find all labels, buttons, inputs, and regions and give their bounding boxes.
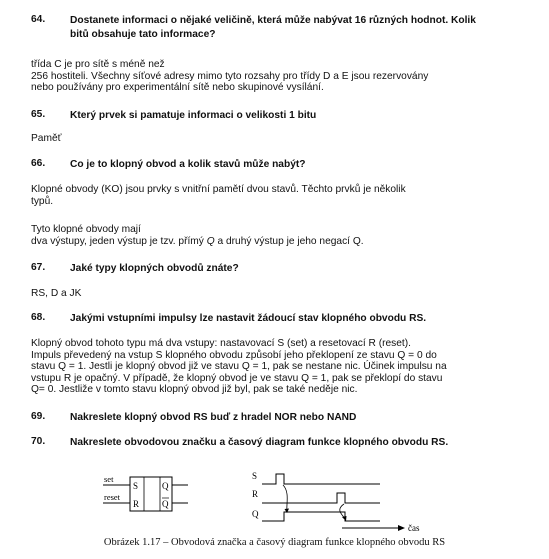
answer-line: Klopný obvod tohoto typu má dva vstupy: nastavovací S (set) a resetovací R (reset). [31,338,411,349]
answer-text: a druhý výstup je jeho negací Q. [214,235,364,247]
answer-text-italic: Q [206,235,215,247]
question-text: Jaké typy klopných obvodů znáte? [70,263,239,274]
question-text: Co je to klopný obvod a kolik stavů může nabýt? [70,159,306,170]
question-number: 64. [31,14,46,25]
figure-caption: Obrázek 1.17 – Obvodová značka a časový diagram funkce klopného obvodu RS [103,537,446,548]
timing-R-label: R [252,489,259,499]
answer-66-part2 [31,224,501,247]
symbol-reset-label: reset [104,492,121,502]
answer-line: Impuls převedený na vstup S klopného obvodu způsobí jeho překlopení ze stavu Q = 0 do [31,349,437,361]
answer-66-part1 [31,184,501,207]
question-number: 67. [31,262,46,273]
question-number: 70. [31,436,46,447]
symbol-Q: Q [162,481,169,491]
answer-line: Q= 0. Jestliže v tomto stavu klopný obvod již byl, pak se také neděje nic. [31,384,358,396]
answer-67 [31,288,501,300]
time-axis-arrowhead [398,525,405,531]
symbol-R: R [133,499,140,509]
timing-diagram [252,471,420,533]
signal-R [262,493,380,503]
question-text: bitů obsahuje tato informace? [70,28,216,40]
symbol-set-label: set [104,474,114,484]
question-text: Nakreslete obvodovou značku a časový diagram funkce klopného obvodu RS. [70,437,449,448]
timing-S-label: S [252,471,258,481]
question-text: Dostanete informaci o nějaké veličině, která může nabývat 16 různých hodnot. Kolik [70,15,476,26]
question-number: 66. [31,158,46,169]
answer-line: nebo používány pro experimentální sítě nebo skupinové vysílání. [31,82,324,94]
answer-line: Paměť [31,133,62,144]
question-text: Nakreslete klopný obvod RS buď z hradel NOR nebo NAND [70,412,357,423]
question-number: 69. [31,411,46,422]
answer-64 [31,59,501,94]
answer-line: 256 hostiteli. Všechny síťové adresy mimo tyto rozsahy pro třídy D a E jsou rezervovány [31,70,429,82]
signal-Q [262,512,380,521]
answer-line: typů. [31,195,54,207]
answer-text: dva výstupy, jeden výstup je tzv. přímý [31,235,207,247]
answer-line: třída C je pro sítě s méně než [31,59,165,70]
answer-line: vstupu R je opačný. V případě, že klopný obvod je ve stavu Q = 1, pak se překlopí do stavu [31,372,443,384]
timing-Q-label: Q [252,509,259,519]
answer-line: RS, D a JK [31,288,82,299]
arrowhead-R-to-Q [342,516,347,521]
question-text: Který prvek si pamatuje informaci o velikosti 1 bitu [70,110,317,121]
rs-symbol [103,474,188,511]
question-text: Jakými vstupními impulsy lze nastavit žádoucí stav klopného obvodu RS. [70,313,427,324]
answer-line: Klopné obvody (KO) jsou prvky s vnitřní pamětí dvou stavů. Těchto prvků je několik [31,184,406,195]
answer-line: Tyto klopné obvody mají [31,224,141,235]
answer-68 [31,338,501,396]
question-number: 65. [31,109,46,120]
answer-line [31,236,501,248]
time-label: čas [408,523,420,533]
signal-S [262,474,380,484]
answer-65 [31,133,501,145]
symbol-S: S [133,481,139,491]
symbol-Qbar: Q [162,499,169,509]
answer-line: stavu Q = 1. Jestli je klopný obvod již ve stavu Q = 1, pak se nestane nic. Účinek impulsu na [31,361,447,373]
question-number: 68. [31,312,46,323]
arrow-S-to-Q [283,485,287,511]
